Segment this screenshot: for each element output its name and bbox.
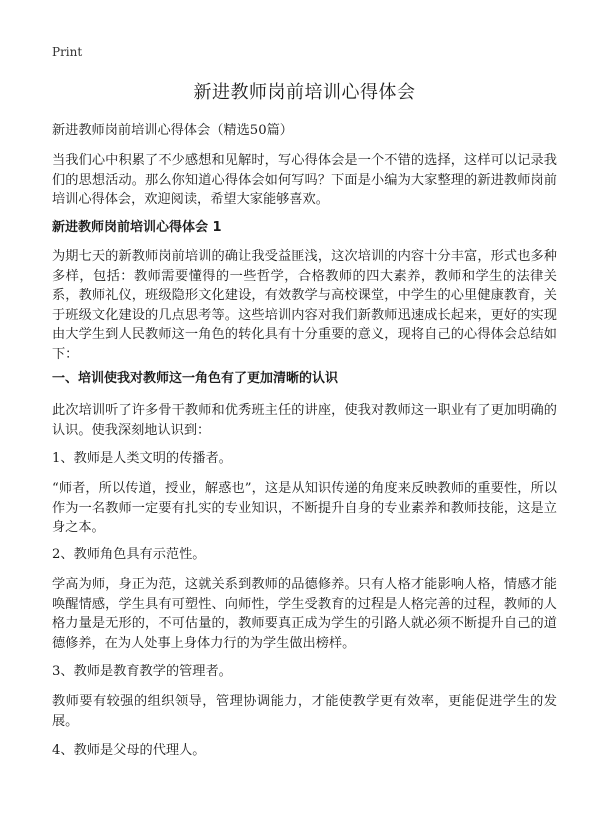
item-1-title: 1、教师是人类文明的传播者。 [52,451,232,466]
item-3-body: 教师要有较强的组织领导，管理协调能力，才能使教学更有效率，更能促进学生的发展。 [52,694,557,729]
print-label: Print [52,45,83,59]
point-intro-paragraph: 此次培训听了许多骨干教师和优秀班主任的讲座，使我对教师这一职业有了更加明确的认识。使我深刻地认识到： [52,403,557,438]
item-2-title: 2、教师角色具有示范性。 [52,547,206,562]
item-4-title: 4、教师是父母的代理人。 [52,743,206,758]
intro-paragraph: 当我们心中积累了不少感想和见解时，写心得体会是一个不错的选择，这样可以记录我们的思想活动。那么你知道心得体会如何写吗？下面是小编为大家整理的新进教师岗前培训心得体会，欢迎阅读，希望大家能够喜欢。 [52,153,557,207]
section-heading: 新进教师岗前培训心得体会 1 [52,220,222,235]
item-1-body: “师者，所以传道，授业，解惑也”，这是从知识传递的角度来反映教师的重要性，所以作为一名教师一定要有扎实的专业知识，不断提升自身的专业素养和教师技能，这是立身之本。 [52,481,557,535]
point-heading: 一、培训使我对教师这一角色有了更加清晰的认识 [52,371,339,386]
item-2-body: 学高为师，身正为范，这就关系到教师的品德修养。只有人格才能影响人格，情感才能唤醒情感，学生具有可塑性、向师性，学生受教育的过程是人格完善的过程，教师的人格力量是无形的，不可估量的，教师要真正成为学生的引路人就必须不断提升自己的道德修养，在为人处事上身体力行的为学生做出榜样。 [52,577,557,651]
document-title: 新进教师岗前培训心得体会 [193,82,416,103]
document-subtitle: 新进教师岗前培训心得体会（精选50篇） [52,123,293,138]
section-intro-paragraph: 为期七天的新教师岗前培训的确让我受益匪浅，这次培训的内容十分丰富，形式也多种多样，包括：教师需要懂得的一些哲学，合格教师的四大素养，教师和学生的法律关系，教师礼仪，班级隐形文化建设，有效教学与高校课堂，中学生的心里健康教育，关于班级文化建设的几点思考等。这些培训内容对我们新教师迅速成长起来，更好的实现由大学生到人民教师这一角色的转化具有十分重要的意义，现将自己的心得体会总结如下： [52,249,557,362]
item-3-title: 3、教师是教育教学的管理者。 [52,664,232,679]
